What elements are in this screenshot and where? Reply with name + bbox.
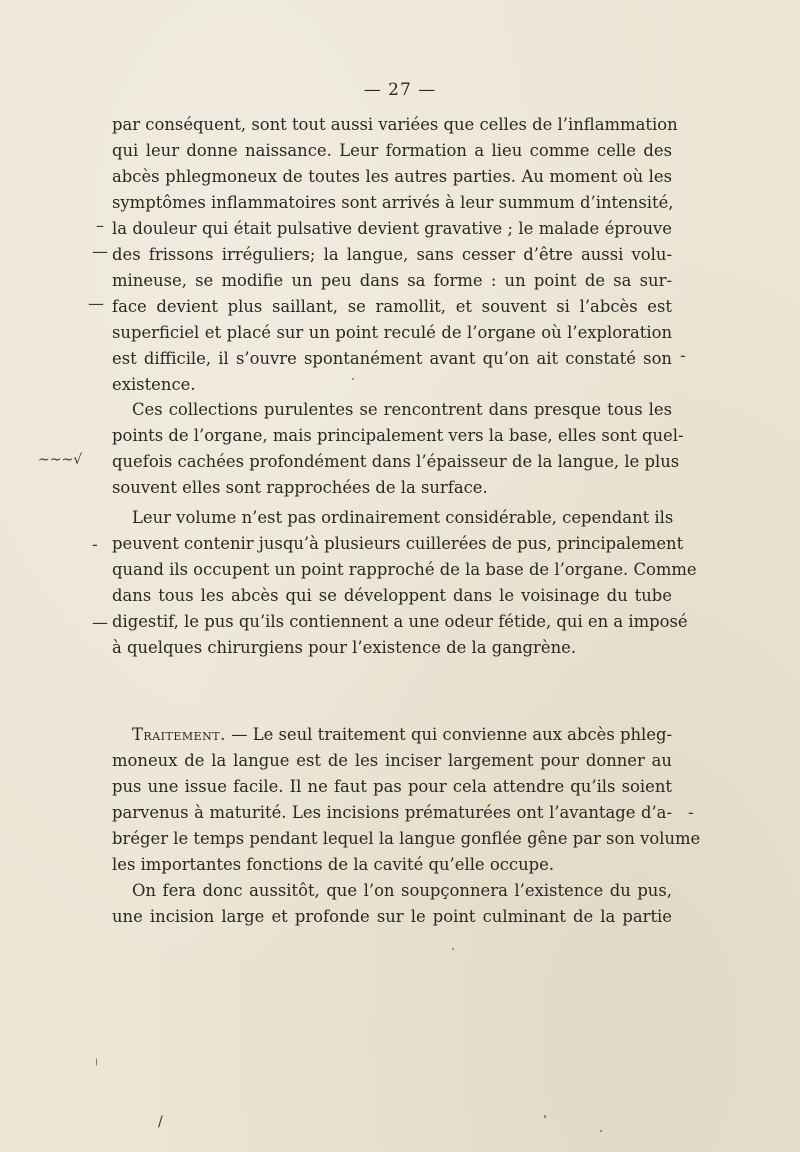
- section-heading: Traitement.: [132, 725, 226, 744]
- margin-dash-mark: -: [688, 803, 694, 822]
- paper-speck: [544, 1115, 546, 1118]
- text-line: souvent elles sont rapprochées de la surface.: [112, 478, 488, 497]
- paragraph-traitement: [112, 722, 701, 878]
- paragraph-2: [112, 397, 684, 501]
- text-line: quefois cachées profondément dans l’épaisseur de la langue, le plus: [112, 452, 680, 471]
- text-line: à quelques chirurgiens pour l’existence de la gangrène.: [112, 638, 577, 657]
- text-line: la douleur qui était pulsative devient gravative ; le malade éprouve: [112, 219, 672, 238]
- text-line: une incision large et profonde sur le point culminant de la partie: [112, 907, 672, 926]
- text-line: superficiel et placé sur un point reculé de l’organe où l’exploration: [112, 323, 672, 342]
- margin-dash-mark: —: [88, 294, 104, 313]
- paper-speck: [352, 378, 354, 380]
- text-line: mineuse, se modifie un peu dans sa forme : un point de sa sur-: [112, 271, 672, 290]
- text-line: Leur volume n’est pas ordinairement considérable, cependant ils: [132, 508, 674, 527]
- margin-tick-mark: /: [158, 1114, 163, 1130]
- margin-squiggle-mark: ~~~√: [38, 452, 83, 468]
- paragraph-1: [112, 112, 678, 398]
- text-line: face devient plus saillant, se ramollit, et souvent si l’abcès est: [112, 297, 672, 316]
- text-line: parvenus à maturité. Les incisions prématurées ont l’avantage d’a-: [112, 803, 672, 822]
- margin-dash-mark: —: [92, 242, 108, 261]
- margin-dash-mark: –: [96, 216, 104, 235]
- text-line: quand ils occupent un point rapproché de la base de l’organe. Comme: [112, 560, 697, 579]
- text-line: [112, 722, 672, 748]
- text-line: bréger le temps pendant lequel la langue gonflée gêne par son volume: [112, 829, 701, 848]
- text-line: existence.: [112, 375, 196, 394]
- text-line: les importantes fonctions de la cavité qu’elle occupe.: [112, 855, 555, 874]
- text-line: est difficile, il s’ouvre spontanément avant qu’on ait constaté son: [112, 349, 672, 368]
- text-line: symptômes inflammatoires sont arrivés à leur summum d’intensité,: [112, 193, 674, 212]
- paragraph-5: [112, 878, 672, 930]
- text-line: On fera donc aussitôt, que l’on soupçonnera l’existence du pus,: [132, 881, 672, 900]
- paper-speck: [452, 948, 454, 950]
- text-line: Ces collections purulentes se rencontrent dans presque tous les: [132, 400, 672, 419]
- text-line: pus une issue facile. Il ne faut pas pour cela attendre qu’ils soient: [112, 777, 672, 796]
- paragraph-3: [112, 505, 697, 661]
- page-number: — 27 —: [363, 80, 437, 100]
- text-line: peuvent contenir jusqu’à plusieurs cuillerées de pus, principalement: [112, 534, 684, 553]
- paper-speck: [600, 1130, 602, 1132]
- text-line: des frissons irréguliers; la langue, sans cesser d’être aussi volu-: [112, 245, 672, 264]
- paper-speck: [96, 1058, 97, 1066]
- text-line-rest: — Le seul traitement qui convienne aux abcès phleg-: [225, 725, 672, 744]
- margin-dash-mark: -: [680, 346, 686, 365]
- text-line: qui leur donne naissance. Leur formation a lieu comme celle des: [112, 141, 672, 160]
- margin-dash-mark: —: [92, 613, 108, 632]
- text-line: moneux de la langue est de les inciser largement pour donner au: [112, 751, 672, 770]
- margin-dash-mark: -: [92, 535, 98, 554]
- text-line: dans tous les abcès qui se développent dans le voisinage du tube: [112, 586, 672, 605]
- text-line: par conséquent, sont tout aussi variées que celles de l’inflammation: [112, 115, 678, 134]
- text-line: points de l’organe, mais principalement vers la base, elles sont quel-: [112, 426, 684, 445]
- text-line: abcès phlegmoneux de toutes les autres parties. Au moment où les: [112, 167, 672, 186]
- text-line: digestif, le pus qu’ils contiennent a une odeur fétide, qui en a imposé: [112, 612, 688, 631]
